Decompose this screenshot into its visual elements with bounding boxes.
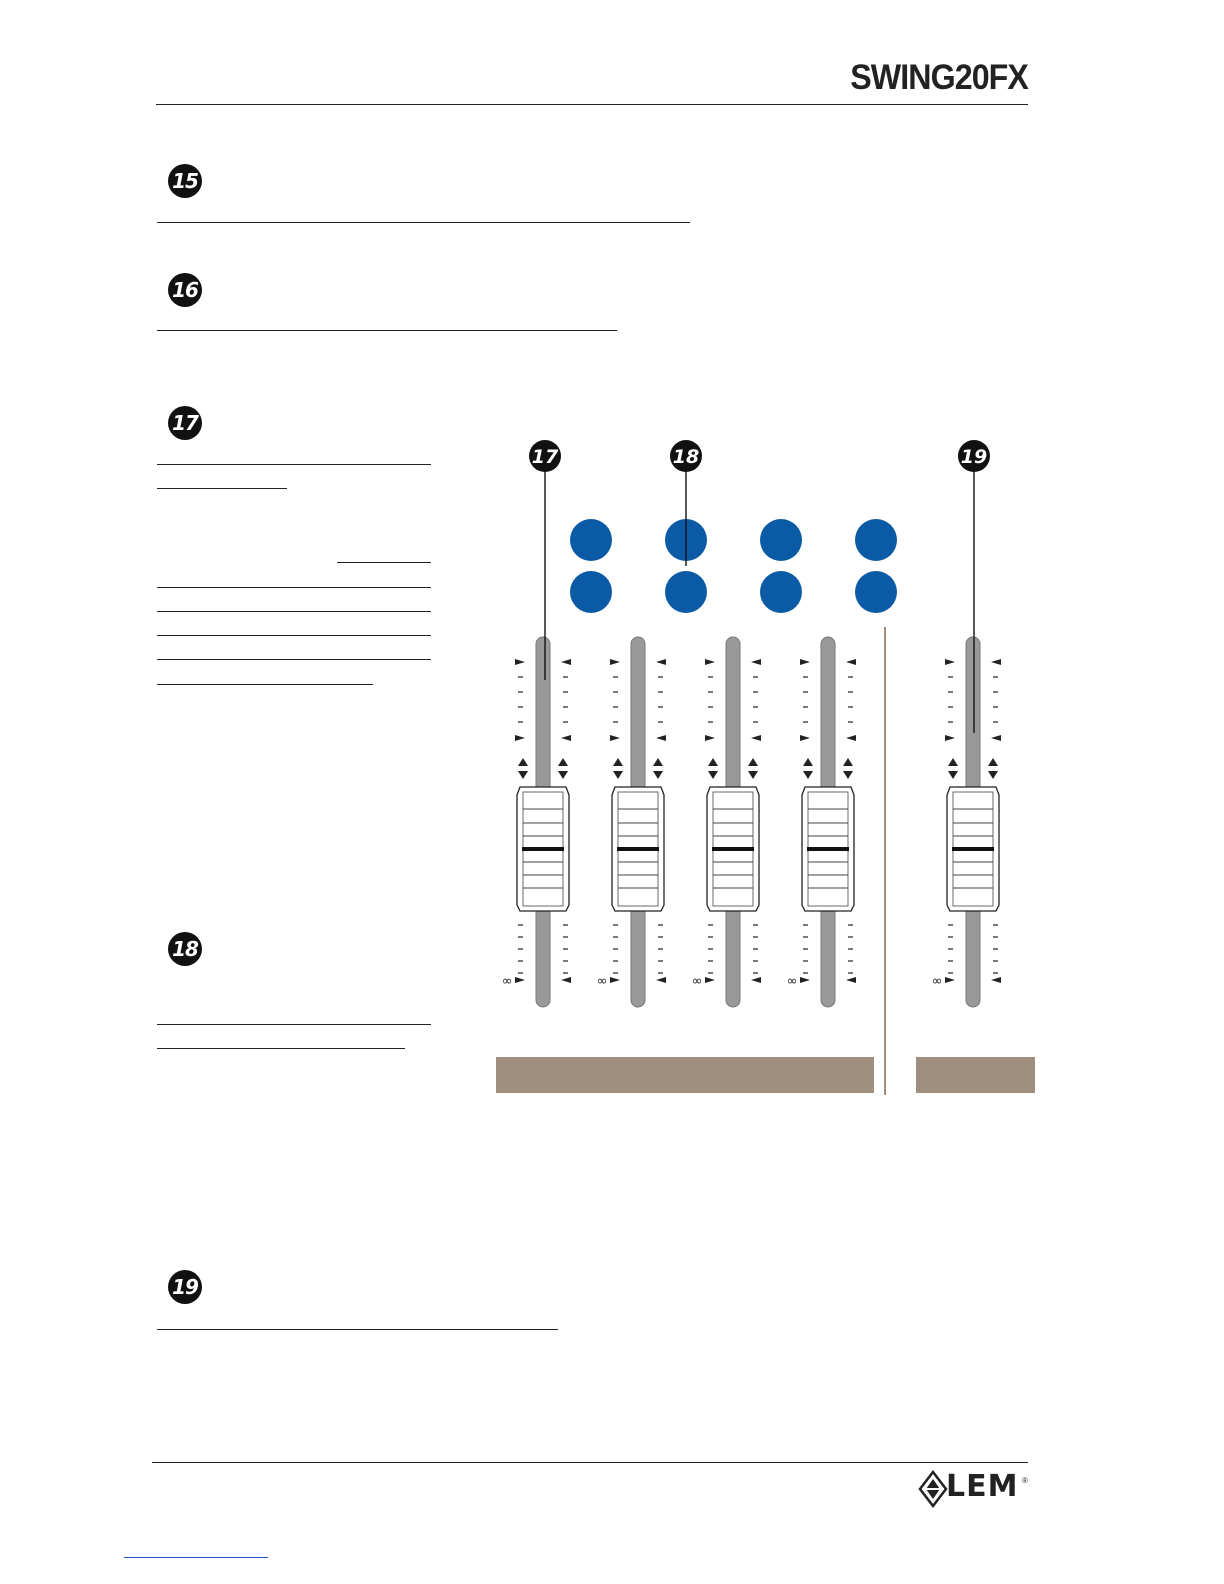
section-18-underline xyxy=(157,1048,405,1049)
scale-mark xyxy=(846,735,856,741)
callout-number: 17 xyxy=(531,446,559,468)
arrow-up-icon xyxy=(613,758,623,766)
scale-mark xyxy=(656,977,666,983)
knob-upper xyxy=(760,519,802,561)
fader-group xyxy=(502,637,1001,1007)
scale-mark xyxy=(610,977,620,983)
scale-mark xyxy=(610,735,620,741)
footer-rule xyxy=(152,1462,1028,1463)
section-16-underline xyxy=(157,330,617,331)
arrow-down-icon xyxy=(803,771,813,779)
section-17-underline xyxy=(157,635,431,636)
scale-mark xyxy=(991,735,1001,741)
scale-mark xyxy=(705,977,715,983)
scale-mark xyxy=(945,735,955,741)
section-17-underline xyxy=(157,587,431,588)
callout-number: 19 xyxy=(960,446,988,468)
knob-lower xyxy=(665,571,707,613)
arrow-down-icon xyxy=(988,771,998,779)
section-number-15: 15 xyxy=(168,164,202,198)
section-number-19: 19 xyxy=(168,1270,202,1304)
knob-lower xyxy=(570,571,612,613)
scale-mark xyxy=(800,659,810,665)
section-17-underline xyxy=(157,488,287,489)
scale-mark xyxy=(751,659,761,665)
scale-mark xyxy=(561,735,571,741)
section-17-underline xyxy=(157,464,431,465)
arrow-up-icon xyxy=(708,758,718,766)
scale-mark xyxy=(656,735,666,741)
arrow-down-icon xyxy=(518,771,528,779)
scale-mark xyxy=(656,659,666,665)
footer-link-underline xyxy=(124,1557,268,1558)
arrow-down-icon xyxy=(653,771,663,779)
scale-mark xyxy=(991,977,1001,983)
mixer-fader-diagram xyxy=(490,435,1035,1100)
arrow-down-icon xyxy=(708,771,718,779)
scale-mark xyxy=(705,735,715,741)
arrow-up-icon xyxy=(748,758,758,766)
callout-number: 18 xyxy=(672,446,700,468)
section-15-underline xyxy=(157,222,690,223)
arrow-down-icon xyxy=(558,771,568,779)
scale-mark xyxy=(991,659,1001,665)
section-18-underline xyxy=(157,1024,431,1025)
scale-mark xyxy=(515,659,525,665)
channel-fader xyxy=(692,637,761,1007)
arrow-up-icon xyxy=(653,758,663,766)
scale-mark xyxy=(561,977,571,983)
fader-infinity-label: ∞ xyxy=(691,974,703,989)
fader-infinity-label: ∞ xyxy=(501,974,513,989)
scale-mark xyxy=(800,977,810,983)
fader-infinity-label: ∞ xyxy=(786,974,798,989)
scale-mark xyxy=(610,659,620,665)
arrow-down-icon xyxy=(948,771,958,779)
arrow-up-icon xyxy=(803,758,813,766)
scale-mark xyxy=(515,735,525,741)
scale-mark xyxy=(945,659,955,665)
arrow-up-icon xyxy=(518,758,528,766)
section-number-16: 16 xyxy=(168,273,202,307)
section-17-underline xyxy=(337,562,431,563)
scale-mark xyxy=(846,977,856,983)
channel-fader xyxy=(787,637,856,1007)
arrow-down-icon xyxy=(748,771,758,779)
section-number-18: 18 xyxy=(168,932,202,966)
arrow-up-icon xyxy=(843,758,853,766)
knob-lower xyxy=(855,571,897,613)
arrow-up-icon xyxy=(948,758,958,766)
lem-logo-text: LEM xyxy=(946,1469,1019,1504)
channel-fader xyxy=(502,637,571,1007)
arrow-up-icon xyxy=(988,758,998,766)
knob-lower xyxy=(760,571,802,613)
scale-mark xyxy=(945,977,955,983)
arrow-down-icon xyxy=(843,771,853,779)
scale-mark xyxy=(515,977,525,983)
brand-title: SWING20FX xyxy=(850,58,1028,97)
section-17-underline xyxy=(157,684,373,685)
arrow-down-icon xyxy=(613,771,623,779)
channel-fader xyxy=(597,637,666,1007)
section-17-underline xyxy=(157,611,431,612)
scale-mark xyxy=(751,977,761,983)
fader-infinity-label: ∞ xyxy=(931,974,943,989)
scale-mark xyxy=(800,735,810,741)
knob-group xyxy=(570,519,897,613)
header-rule xyxy=(156,104,1028,105)
scale-mark xyxy=(561,659,571,665)
scale-mark xyxy=(846,659,856,665)
group-bar-right xyxy=(916,1057,1035,1093)
knob-upper xyxy=(855,519,897,561)
group-bar-left xyxy=(496,1057,874,1093)
registered-mark: ® xyxy=(1022,1476,1028,1485)
scale-mark xyxy=(751,735,761,741)
section-number-17: 17 xyxy=(168,406,202,440)
knob-upper xyxy=(570,519,612,561)
lem-logo-icon xyxy=(918,1470,948,1508)
channel-fader xyxy=(932,637,1001,1007)
section-19-underline xyxy=(157,1329,558,1330)
arrow-up-icon xyxy=(558,758,568,766)
fader-infinity-label: ∞ xyxy=(596,974,608,989)
section-17-underline xyxy=(157,659,431,660)
scale-mark xyxy=(705,659,715,665)
